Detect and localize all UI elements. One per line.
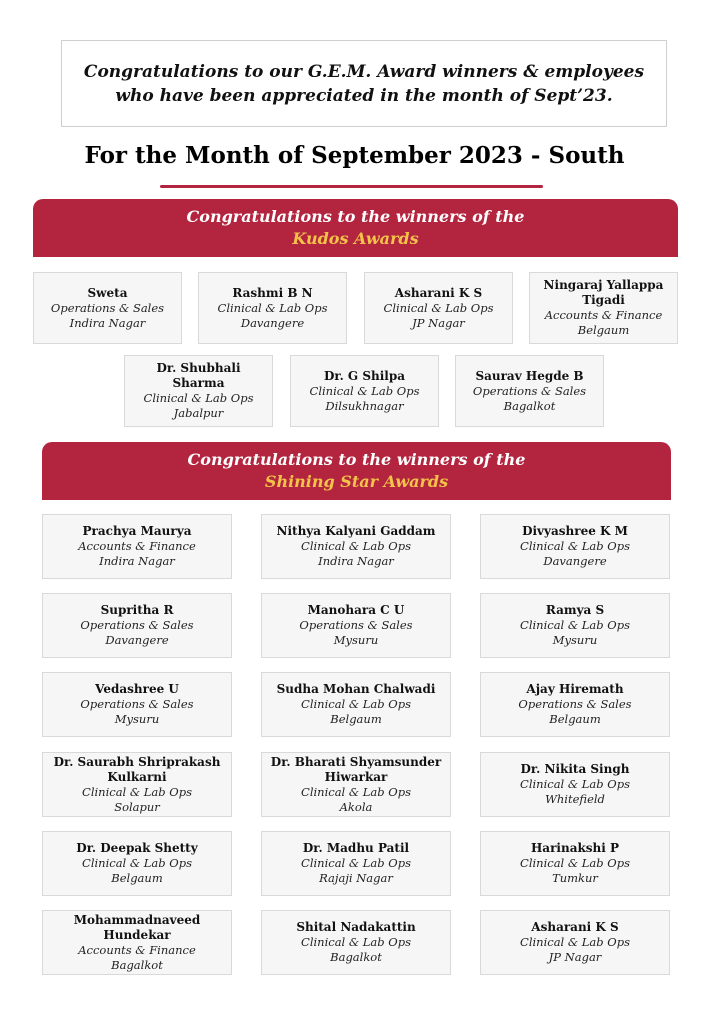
winner-name: Shital Nadakattin: [296, 920, 416, 934]
shining-banner-line-2: Shining Star Awards: [264, 472, 449, 491]
winner-location: Belgaum: [111, 871, 163, 885]
kudos-banner: [33, 199, 678, 257]
winner-name: Sudha Mohan Chalwadi: [276, 682, 436, 696]
winner-name: Harinakshi P: [530, 841, 620, 855]
winner-name: Mohammadnaveed Hundekar: [73, 912, 201, 942]
winner-location: Davangere: [240, 315, 305, 330]
winner-name: Sweta: [87, 285, 128, 300]
winner-name: Dr. Bharati Shyamsunder Hiwarkar: [270, 754, 442, 784]
winner-card: [261, 831, 451, 896]
shining-star-banner: [42, 442, 671, 500]
winner-card: [529, 272, 678, 344]
shining-banner-line-1: Congratulations to the winners of the: [187, 450, 526, 469]
winner-card: [124, 355, 273, 427]
winner-location: Bagalkot: [330, 950, 382, 964]
intro-box: [61, 40, 667, 127]
winner-card: [198, 272, 347, 344]
winner-name: Nithya Kalyani Gaddam: [276, 524, 436, 538]
winner-name: Dr. G Shilpa: [323, 368, 406, 383]
winner-card: [364, 272, 513, 344]
winner-department: Operations & Sales: [299, 618, 413, 632]
winner-location: Bagalkot: [503, 398, 556, 413]
winner-card: [42, 752, 232, 817]
winner-department: Operations & Sales: [80, 618, 194, 632]
kudos-banner-line-1: Congratulations to the winners of the: [186, 207, 525, 226]
winner-location: Whitefield: [545, 792, 605, 806]
winner-card: [480, 910, 670, 975]
winner-name: Rashmi B N: [232, 285, 313, 300]
winner-card: [42, 831, 232, 896]
winner-name: Supritha R: [100, 603, 174, 617]
winner-location: Mysuru: [333, 633, 379, 647]
winner-department: Clinical & Lab Ops: [309, 383, 420, 398]
winner-department: Clinical & Lab Ops: [82, 784, 192, 799]
winner-location: Bagalkot: [111, 957, 163, 972]
winner-department: Clinical & Lab Ops: [383, 300, 494, 315]
winner-name: Asharani K S: [394, 285, 483, 300]
winner-card: [42, 593, 232, 658]
winner-location: Mysuru: [114, 712, 160, 726]
winner-location: JP Nagar: [548, 950, 602, 964]
winner-card: [42, 514, 232, 579]
winner-location: Solapur: [114, 799, 160, 814]
winner-card: [290, 355, 439, 427]
winner-department: Clinical & Lab Ops: [82, 856, 192, 870]
intro-line-2: who have been appreciated in the month of Sept’23.: [115, 85, 613, 106]
kudos-banner-line-2: Kudos Awards: [292, 229, 419, 248]
winner-location: JP Nagar: [412, 315, 465, 330]
winner-department: Clinical & Lab Ops: [520, 777, 630, 791]
winner-card: [261, 752, 451, 817]
winner-department: Clinical & Lab Ops: [520, 856, 630, 870]
winner-department: Operations & Sales: [80, 697, 194, 711]
winner-department: Operations & Sales: [50, 300, 165, 315]
winner-name: Ajay Hiremath: [526, 682, 624, 696]
winner-department: Clinical & Lab Ops: [301, 539, 411, 553]
winner-department: Clinical & Lab Ops: [520, 935, 630, 949]
winner-location: Tumkur: [552, 871, 598, 885]
winner-location: Akola: [339, 799, 373, 814]
winner-department: Operations & Sales: [472, 383, 587, 398]
winner-location: Belgaum: [330, 712, 382, 726]
winner-card: [480, 514, 670, 579]
winner-location: Mysuru: [552, 633, 598, 647]
winner-location: Rajaji Nagar: [319, 871, 393, 885]
winner-location: Belgaum: [577, 323, 630, 337]
winner-name: Prachya Maurya: [82, 524, 192, 538]
winner-name: Manohara C U: [307, 603, 405, 617]
winner-department: Clinical & Lab Ops: [301, 784, 411, 799]
winner-department: Clinical & Lab Ops: [301, 856, 411, 870]
winner-card: [480, 593, 670, 658]
winner-name: Saurav Hegde B: [475, 368, 584, 383]
winner-department: Accounts & Finance: [78, 942, 196, 957]
winner-card: [480, 752, 670, 817]
winner-name: Dr. Deepak Shetty: [76, 841, 198, 855]
winner-location: Indira Nagar: [69, 315, 146, 330]
winner-location: Davangere: [105, 633, 169, 647]
winner-name: Divyashree K M: [522, 524, 628, 538]
winner-card: [261, 514, 451, 579]
winner-name: Dr. Nikita Singh: [520, 762, 630, 776]
winner-name: Asharani K S: [531, 920, 619, 934]
winner-name: Dr. Shubhali Sharma: [156, 361, 241, 390]
winner-name: Dr. Saurabh Shriprakash Kulkarni: [53, 754, 221, 784]
winner-card: [261, 672, 451, 737]
winner-department: Clinical & Lab Ops: [520, 539, 630, 553]
winner-name: Vedashree U: [95, 682, 179, 696]
intro-line-1: Congratulations to our G.E.M. Award winners & employees: [83, 61, 645, 82]
winner-name: Ramya S: [545, 603, 605, 617]
winner-department: Accounts & Finance: [78, 539, 196, 553]
winner-department: Operations & Sales: [518, 697, 632, 711]
winner-card: [480, 672, 670, 737]
winner-location: Indira Nagar: [99, 554, 175, 568]
winner-department: Clinical & Lab Ops: [301, 697, 411, 711]
winner-card: [42, 910, 232, 975]
winner-department: Clinical & Lab Ops: [143, 391, 254, 405]
winner-card: [261, 910, 451, 975]
winner-name: Dr. Madhu Patil: [302, 841, 410, 855]
page-title: For the Month of September 2023 - South: [84, 142, 625, 169]
winner-card: [455, 355, 604, 427]
title-underline: [160, 185, 543, 188]
winner-name: Ningaraj Yallappa Tigadi: [543, 278, 664, 307]
winner-department: Clinical & Lab Ops: [217, 300, 328, 315]
winner-location: Dilsukhnagar: [325, 398, 404, 413]
winner-card: [42, 672, 232, 737]
winner-department: Clinical & Lab Ops: [520, 618, 630, 632]
winner-department: Accounts & Finance: [544, 308, 663, 322]
winner-department: Clinical & Lab Ops: [301, 935, 411, 949]
winner-location: Belgaum: [549, 712, 601, 726]
winner-card: [33, 272, 182, 344]
winner-card: [480, 831, 670, 896]
winner-location: Davangere: [543, 554, 607, 568]
winner-location: Indira Nagar: [318, 554, 394, 568]
winner-location: Jabalpur: [173, 406, 224, 420]
winner-card: [261, 593, 451, 658]
